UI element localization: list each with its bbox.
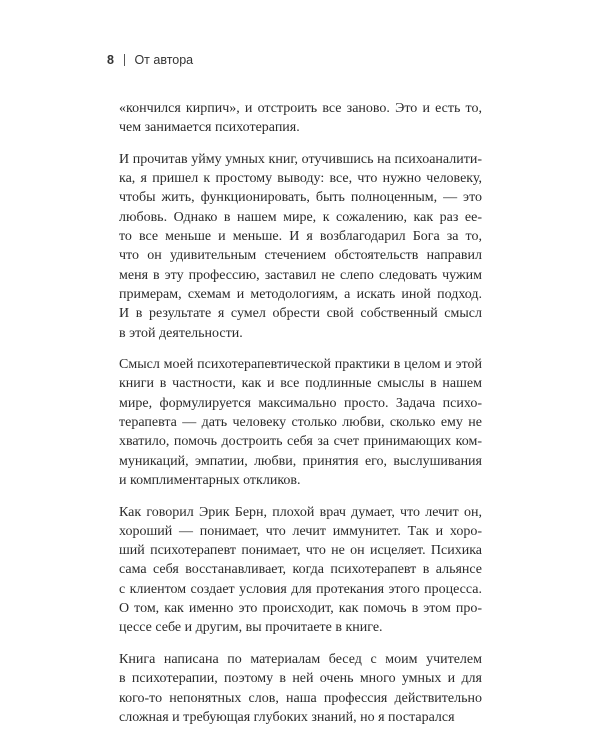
text-line: ший психотерапевт понимает, что не он исцеляет. Психика (119, 543, 482, 559)
text-line: в психотерапии, поэтому в ней очень много умных и для (119, 671, 482, 687)
text-line: любовь. Однако в нашем мире, к сожалению, как раз ее- (119, 209, 482, 225)
text-line: в этой деятельности. (119, 325, 243, 341)
paragraph (119, 355, 482, 490)
text-line: чтобы жить, функционировать, быть полноценным, — это (119, 190, 482, 206)
paragraph (119, 650, 482, 727)
paragraph (119, 150, 482, 343)
text-line: И прочитав уйму умных книг, отучившись на психоаналити- (119, 151, 482, 167)
text-line: книги в частности, как и все подлинные смыслы в нашем (119, 376, 482, 392)
text-line: с клиентом создает условия для протекания этого процесса. (119, 581, 482, 597)
text-line: и комплиментарных откликов. (119, 472, 301, 488)
text-line: меня в эту профессию, заставил не слепо следовать чужим (119, 267, 482, 283)
body-text (119, 99, 482, 727)
text-line: терапевта — дать человеку столько любви, сколько ему не (119, 415, 482, 431)
text-line: хороший — понимает, что лечит иммунитет. Так и хоро- (119, 523, 482, 539)
running-header (107, 51, 193, 69)
text-line: цессе себе и другим, вы прочитаете в книге. (119, 620, 383, 636)
text-line: чем занимается психотерапия. (119, 120, 300, 136)
text-line: О том, как именно это происходит, как помочь в этом про- (119, 601, 482, 617)
text-line: И в результате я сумел обрести свой собственный смысл (119, 306, 482, 322)
text-line: Смысл моей психотерапевтической практики в целом и этой (119, 357, 482, 373)
text-line: кого-то непонятных слов, наша профессия действительно (119, 690, 482, 706)
text-line: сама себя восстанавливает, когда психотерапевт в альянсе (119, 562, 482, 578)
paragraph (119, 99, 482, 138)
text-line: «кончился кирпич», и отстроить все заново. Это и есть то, (119, 101, 482, 116)
text-line: Книга написана по материалам бесед с моим учителем (119, 651, 482, 667)
paragraph (119, 503, 482, 638)
section-title: От автора (134, 53, 194, 67)
text-line: что он удивительным стечением обстоятельств направил (119, 248, 482, 264)
text-line: хватило, помочь достроить себя за счет принимающих ком- (119, 434, 482, 450)
text-line: муникаций, эмпатии, любви, принятия его, выслушивания (119, 453, 482, 469)
page-number: 8 (107, 53, 114, 67)
text-line: мире, формулируется максимально просто. Задача психо- (119, 395, 482, 411)
text-line: то все меньше и меньше. И я возблагодарил Бога за то, (119, 229, 482, 245)
text-line: сложная и требующая глубоких знаний, но я постарался (119, 709, 455, 725)
text-line: ка, я пришел к простому выводу: все, что нужно человеку, (119, 171, 482, 187)
header-separator (124, 54, 126, 66)
text-line: примерам, схемам и методологиям, а искать иной подход. (119, 286, 482, 302)
text-line: Как говорил Эрик Берн, плохой врач думает, что лечит он, (119, 504, 482, 520)
